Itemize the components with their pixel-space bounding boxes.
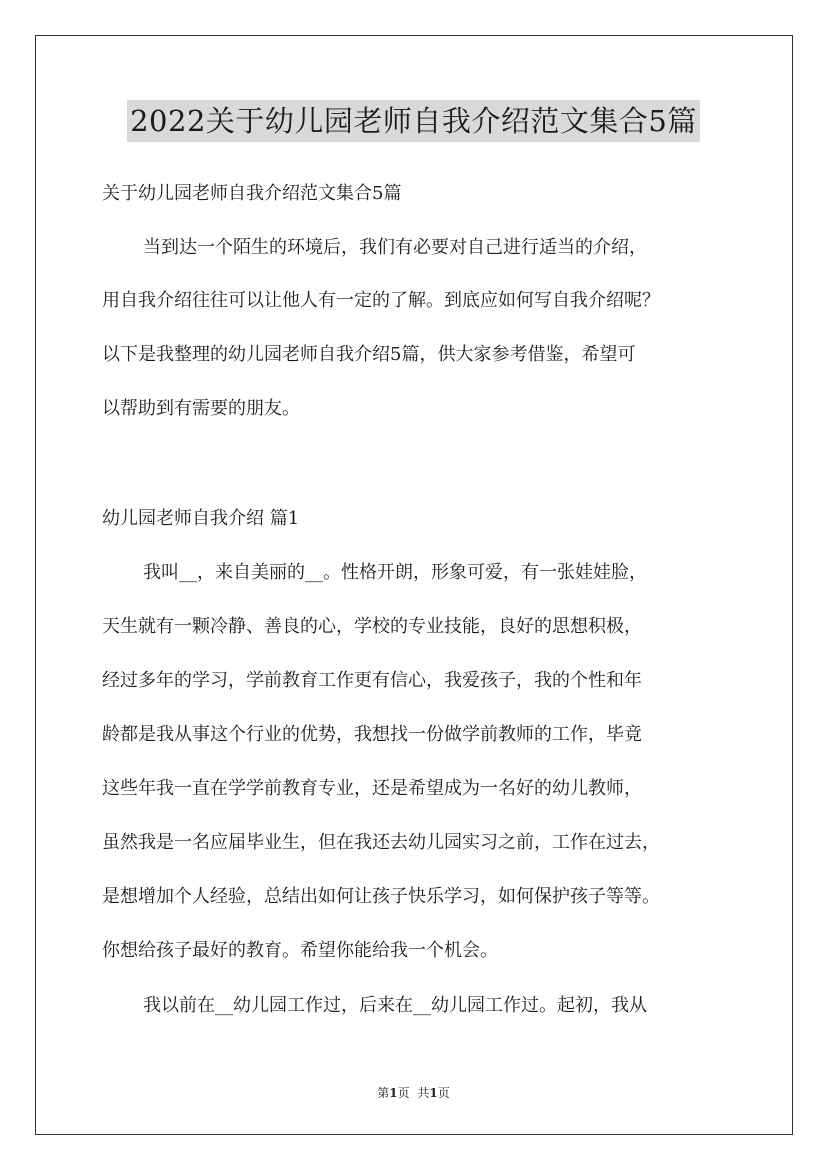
body-line-6: 虽然我是一名应届毕业生，但在我还去幼儿园实习之前，工作在过去， <box>102 832 660 853</box>
intro-line-4: 以帮助到有需要的朋友。 <box>102 398 300 419</box>
intro-line-2: 用自我介绍往往可以让他人有一定的了解。到底应如何写自我介绍呢？ <box>102 290 660 311</box>
document-subtitle: 关于幼儿园老师自我介绍范文集合5篇 <box>102 183 402 204</box>
section-heading: 幼儿园老师自我介绍 篇1 <box>102 508 300 529</box>
total-pages: 1 <box>429 1086 438 1100</box>
body-line-1: 我叫__，来自美丽的__。性格开朗，形象可爱，有一张娃娃脸， <box>143 562 647 583</box>
body-line-9: 我以前在__幼儿园工作过，后来在__幼儿园工作过。起初，我从 <box>143 995 647 1016</box>
intro-line-3: 以下是我整理的幼儿园老师自我介绍5篇，供大家参考借鉴，希望可 <box>102 344 636 365</box>
body-line-2: 天生就有一颗冷静、善良的心，学校的专业技能，良好的思想积极， <box>102 616 642 637</box>
total-suffix: 页 <box>437 1086 450 1100</box>
page-suffix: 页 <box>397 1086 410 1100</box>
body-line-4: 龄都是我从事这个行业的优势，我想找一份做学前教师的工作，毕竟 <box>102 724 642 745</box>
body-line-8: 你想给孩子最好的教育。希望你能给我一个机会。 <box>102 940 498 961</box>
body-line-3: 经过多年的学习，学前教育工作更有信心，我爱孩子，我的个性和年 <box>102 670 642 691</box>
document-title: 2022关于幼儿园老师自我介绍范文集合5篇 <box>127 100 700 142</box>
page-footer <box>0 1084 827 1101</box>
page-prefix: 第 <box>377 1086 390 1100</box>
body-line-7: 是想增加个人经验，总结出如何让孩子快乐学习，如何保护孩子等等。 <box>102 886 660 907</box>
page-number: 1 <box>389 1086 398 1100</box>
body-line-5: 这些年我一直在学学前教育专业，还是希望成为一名好的幼儿教师， <box>102 778 642 799</box>
intro-line-1: 当到达一个陌生的环境后，我们有必要对自己进行适当的介绍， <box>143 237 647 258</box>
title-container <box>0 100 827 142</box>
total-prefix: 共 <box>417 1086 430 1100</box>
